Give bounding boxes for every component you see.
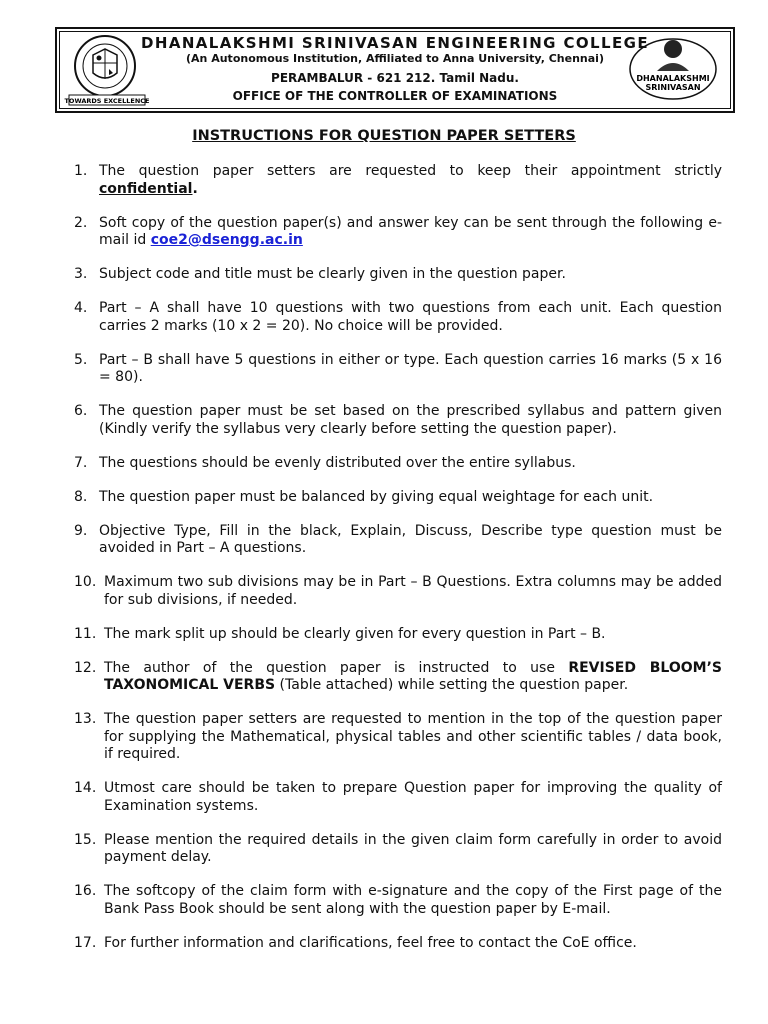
item-number: 14. — [74, 780, 97, 796]
list-item: 2. Soft copy of the question paper(s) and answer key can be sent through the following e-mail id coe2@dsengg.ac.in — [74, 214, 722, 248]
item-number: 11. — [74, 625, 97, 642]
college-name: DHANALAKSHMI SRINIVASAN ENGINEERING COLLEGE — [141, 34, 649, 52]
list-item: 13. The question paper setters are requested to mention in the top of the question paper for supplying the Mathematical, physical tables and other scientific tables / data book, if required. — [74, 711, 722, 762]
instruction-list — [74, 163, 722, 969]
emphasis: confidential — [99, 180, 193, 197]
list-item: 5. Part – B shall have 5 questions in either or type. Each question carries 16 marks (5 x 16 = 80). — [74, 351, 722, 385]
email-link[interactable]: coe2@dsengg.ac.in — [150, 232, 303, 248]
list-item: 7. The questions should be evenly distributed over the entire syllabus. — [74, 454, 576, 471]
list-item: 3. Subject code and title must be clearly given in the question paper. — [74, 266, 566, 282]
list-item: 17. For further information and clarifications, feel free to contact the CoE office. — [74, 934, 637, 951]
office-title: OFFICE OF THE CONTROLLER OF EXAMINATIONS — [232, 89, 558, 103]
list-item: 1. The question paper setters are requested to keep their appointment strictly confidential. — [74, 163, 722, 197]
item-number: 16. — [74, 883, 97, 899]
list-item: 6. The question paper must be set based on the prescribed syllabus and pattern given (Kindly verify the syllabus very clearly before setting the question paper). — [74, 403, 722, 437]
college-address: PERAMBALUR - 621 212. Tamil Nadu. — [271, 71, 519, 85]
item-number: 13. — [74, 711, 97, 727]
emphasis: REVISED BLOOM’S TAXONOMICAL VERBS — [104, 659, 722, 693]
list-item: 11. The mark split up should be clearly given for every question in Part – B. — [74, 625, 606, 642]
item-number: 10. — [74, 574, 97, 590]
founder-portrait-icon — [627, 33, 719, 109]
founder-caption-1: DHANALAKSHMI — [636, 74, 710, 83]
list-item: 4. Part – A shall have 10 questions with two questions from each unit. Each question carries 2 marks (10 x 2 = 20). No choice will be provided. — [74, 300, 722, 334]
list-item: 9. Objective Type, Fill in the black, Explain, Discuss, Describe type question must be avoided in Part – A questions. — [74, 522, 722, 556]
item-number: 5. — [74, 351, 88, 368]
item-number: 3. — [74, 266, 88, 282]
list-item: 15. Please mention the required details in the given claim form carefully in order to avoid payment delay. — [74, 831, 722, 865]
item-number: 7. — [74, 454, 88, 471]
item-number: 4. — [74, 300, 88, 316]
item-number: 6. — [74, 403, 88, 419]
item-number: 8. — [74, 488, 88, 505]
item-number: 2. — [74, 214, 88, 231]
item-number: 9. — [74, 522, 88, 539]
list-item: 12. The author of the question paper is instructed to use REVISED BLOOM’S TAXONOMICAL VERBS (Table attached) while setting the question paper. — [74, 659, 722, 693]
item-number: 15. — [74, 831, 97, 848]
list-item: 16. The softcopy of the claim form with e-signature and the copy of the First page of the Bank Pass Book should be sent along with the question paper by E-mail. — [74, 883, 722, 917]
list-item: 14. Utmost care should be taken to prepare Question paper for improving the quality of Examination systems. — [74, 780, 722, 814]
college-affiliation: (An Autonomous Institution, Affiliated to Anna University, Chennai) — [186, 52, 604, 65]
item-number: 17. — [74, 934, 97, 951]
crest-motto: TOWARDS EXCELLENCE — [64, 97, 150, 105]
page-title: INSTRUCTIONS FOR QUESTION PAPER SETTERS — [192, 128, 576, 144]
list-item: 8. The question paper must be balanced by giving equal weightage for each unit. — [74, 488, 654, 505]
item-number: 12. — [74, 659, 97, 676]
list-item: 10. Maximum two sub divisions may be in Part – B Questions. Extra columns may be added for sub divisions, if needed. — [74, 574, 722, 608]
founder-caption-2: SRINIVASAN — [645, 83, 701, 92]
item-number: 1. — [74, 163, 88, 179]
letterhead — [55, 27, 735, 113]
